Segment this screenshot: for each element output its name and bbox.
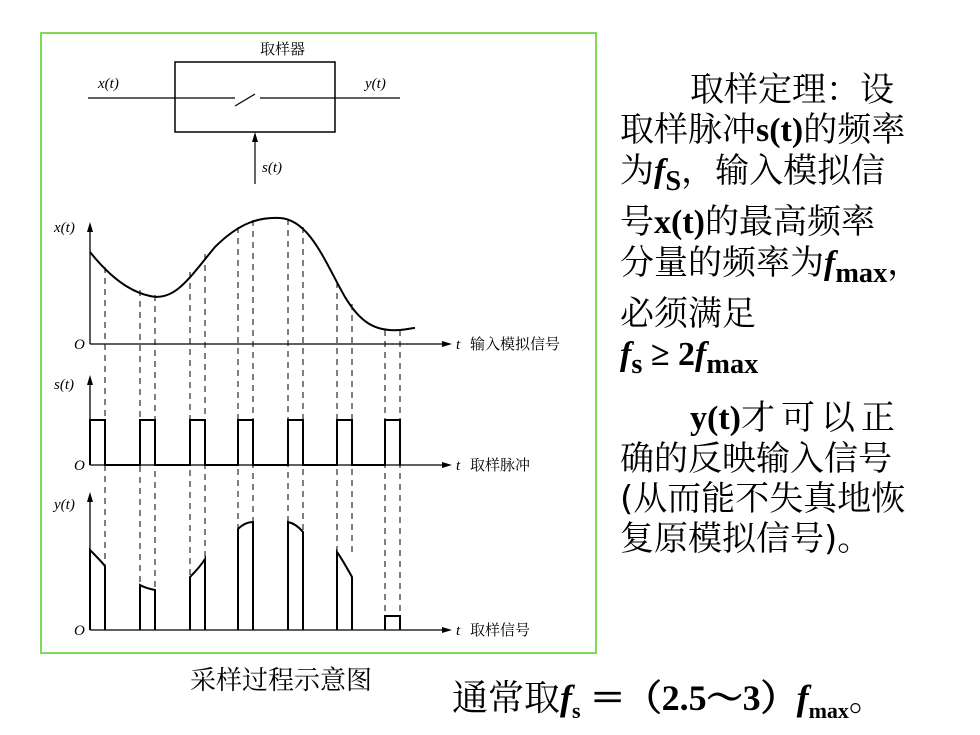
conclusion-paragraph: y(t)才可以正 确的反映输入信号 (从而能不失真地恢 复原模拟信号)。 [620, 398, 906, 560]
x-in-label: x(t) [98, 76, 119, 92]
s-label: s(t) [262, 160, 282, 176]
theorem-line-1: 取样定理：设 [690, 70, 894, 110]
t-label-1: t [456, 337, 461, 353]
sampled-pulses [90, 522, 400, 630]
xt-axis-label: x(t) [54, 220, 75, 236]
theorem-line-6: 必须满足 [620, 293, 756, 334]
origin-2: O [74, 458, 85, 474]
origin-3: O [74, 623, 85, 639]
t-label-3: t [456, 623, 461, 639]
origin-1: O [74, 337, 85, 353]
condition-formula: $f_s \ge 2f_{max}$ [620, 335, 759, 380]
yt-axis-label: y(t) [54, 497, 75, 513]
st-axis-label: s(t) [54, 377, 74, 393]
sampling-pulse-label: 取样脉冲 [470, 458, 531, 474]
figure-caption: 采样过程示意图 [190, 666, 373, 696]
sampling-diagram [40, 32, 597, 654]
switch-icon [235, 94, 255, 106]
y-out-label: y(t) [365, 76, 386, 92]
theorem-paragraph: 取样定理：设 取样脉冲s(t)的频率 为$f_S$，输入模拟信 号x(t)的最高频率 分量的频率为$f_{max}$， 必须满足 $f_s \ge 2f_{max}$ [620, 70, 960, 384]
t-label-2: t [456, 458, 461, 474]
sampled-signal-label: 取样信号 [470, 623, 531, 639]
sampler-box [175, 62, 335, 132]
sampling-theorem-text [620, 70, 960, 559]
typical-sampling-rate: 通常取$f_s$ $=(2.5\sim 3)f_{max}$。 [452, 678, 885, 724]
sampler-label: 取样器 [260, 42, 306, 58]
sampling-pulse-train [90, 420, 400, 465]
input-signal-label: 输入模拟信号 [470, 337, 561, 353]
